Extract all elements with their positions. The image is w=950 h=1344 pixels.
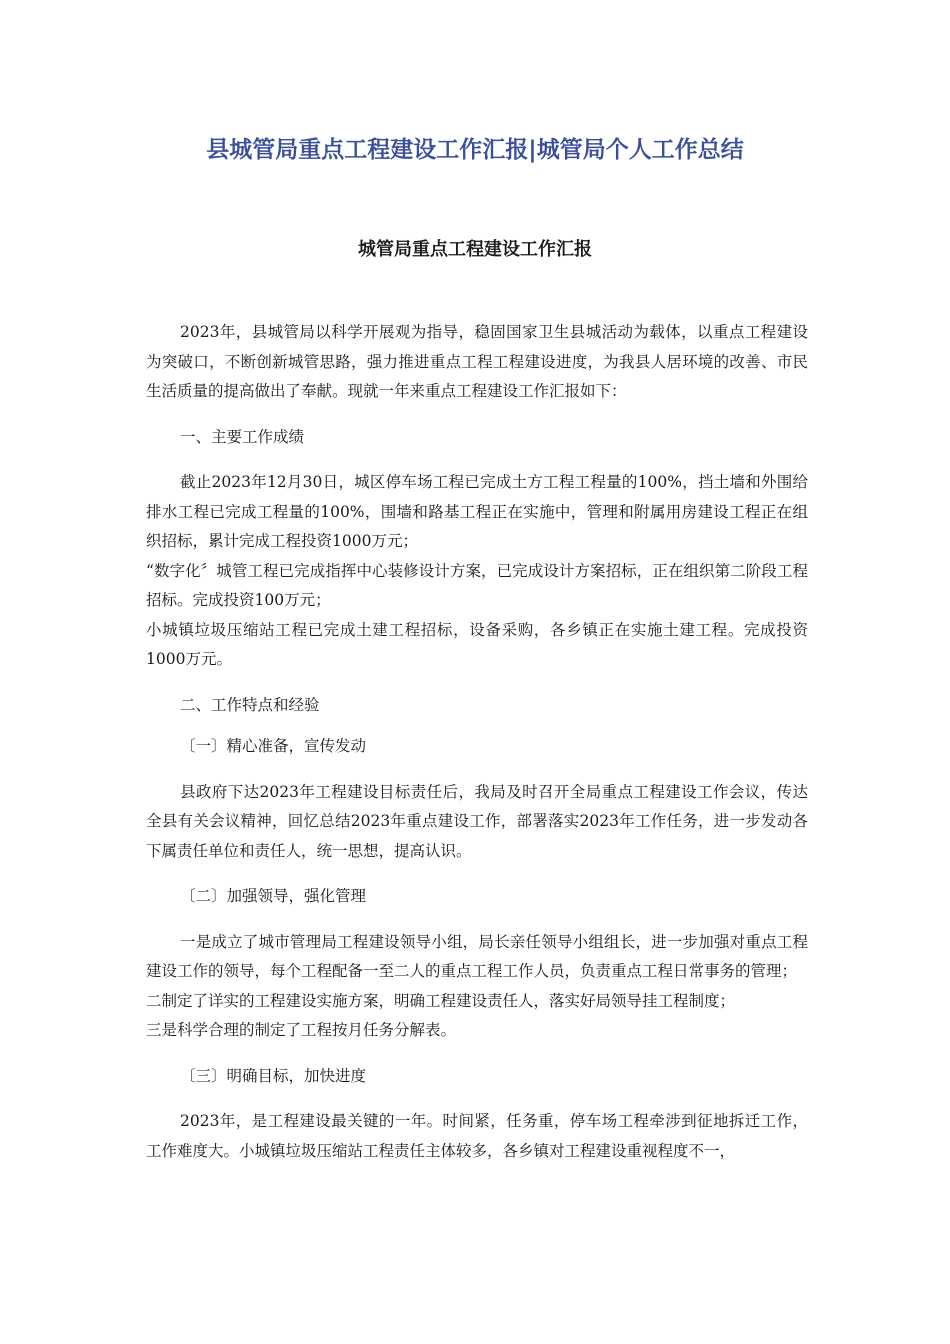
document-subtitle: 城管局重点工程建设工作汇报 (358, 239, 592, 260)
page-title: 县城管局重点工程建设工作汇报|城管局个人工作总结 (206, 137, 744, 163)
document-body (146, 318, 808, 1166)
section-heading-experience: 二、工作特点和经验 (180, 695, 320, 714)
goals-paragraph: 2023年，是工程建设最关键的一年。时间紧，任务重，停车场工程牵涉到征地拆迁工作，工作难度大。小城镇垃圾压缩站工程责任主体较多，各乡镇对工程建设重视程度不一， (146, 1112, 808, 1160)
leadership-paragraph-1: 一是成立了城市管理局工程建设领导小组，局长亲任领导小组组长，进一步加强对重点工程建设工作的领导，每个工程配备一至二人的重点工程工作人员，负责重点工程日常事务的管理； (146, 932, 808, 980)
achievement-paragraph-digital: “数字化〞城管工程已完成指挥中心装修设计方案，已完成设计方案招标，正在组织第二阶段工程招标。完成投资100万元； (146, 561, 808, 609)
section-heading-achievements: 一、主要工作成绩 (180, 427, 305, 446)
achievement-paragraph-garbage-station: 小城镇垃圾压缩站工程已完成土建工程招标，设备采购，各乡镇正在实施土建工程。完成投资1000万元。 (146, 620, 808, 668)
leadership-paragraph-2: 二制定了详实的工程建设实施方案，明确工程建设责任人，落实好局领导挂工程制度； (146, 991, 736, 1010)
intro-paragraph: 2023年，县城管局以科学开展观为指导，稳固国家卫生县城活动为载体，以重点工程建设为突破口，不断创新城管思路，强力推进重点工程工程建设进度，为我县人居环境的改善、市民生活质量的提高做出了奉献。现就一年来重点工程建设工作汇报如下： (146, 323, 808, 400)
achievement-paragraph-parking: 截止2023年12月30日，城区停车场工程已完成土方工程工程量的100%，挡土墙和外围给排水工程已完成工程量的100%，围墙和路基工程正在实施中，管理和附属用房建设工程正在组织招标，累计完成工程投资1000万元； (146, 473, 808, 550)
preparation-paragraph: 县政府下达2023年工程建设目标责任后，我局及时召开全局重点工程建设工作会议，传达全县有关会议精神，回忆总结2023年重点建设工作，部署落实2023年工作任务，进一步发动各下属责任单位和责任人，统一思想，提高认识。 (146, 782, 808, 860)
leadership-paragraph-3: 三是科学合理的制定了工程按月任务分解表。 (146, 1021, 457, 1039)
subsection-heading-leadership: 〔二〕加强领导，强化管理 (180, 887, 367, 905)
subsection-heading-goals: 〔三〕明确目标，加快进度 (180, 1066, 367, 1085)
subsection-heading-preparation: 〔一〕精心准备，宣传发动 (180, 737, 367, 755)
